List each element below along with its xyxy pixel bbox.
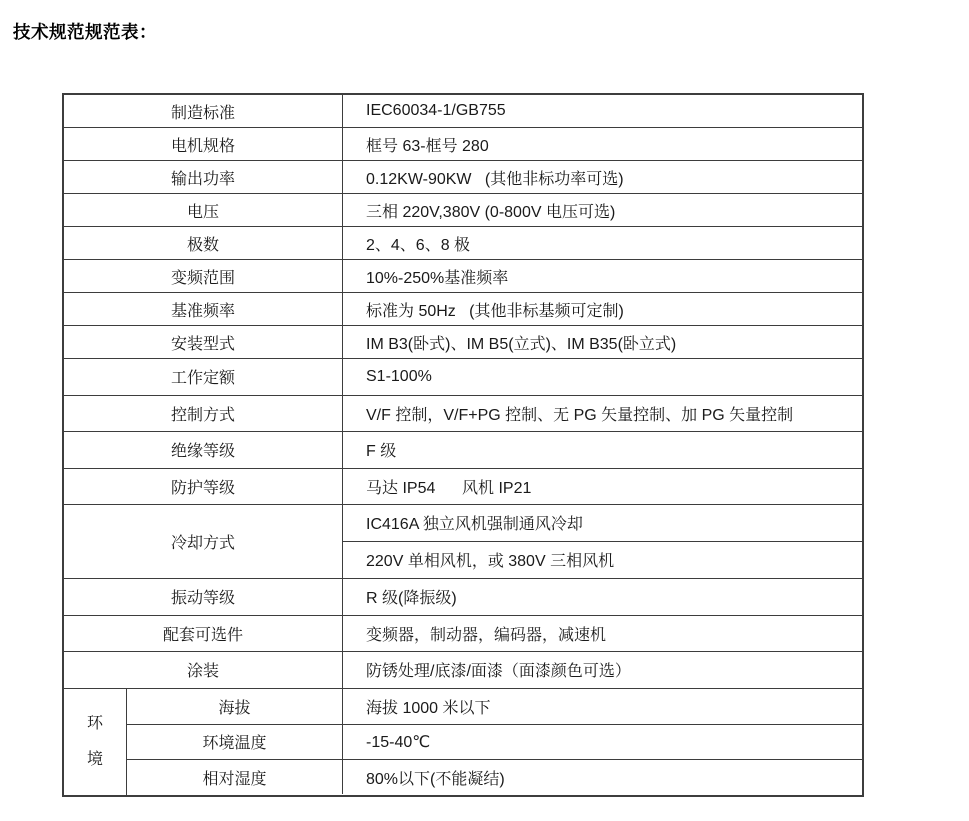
row-label: 涂装	[64, 652, 343, 688]
row-value: 80%以下(不能凝结)	[366, 770, 505, 788]
page-title: 技术规范规范表：	[13, 22, 157, 42]
table-row	[64, 359, 862, 396]
table-row	[64, 396, 862, 433]
row-value: 海拔 1000 米以下	[366, 699, 491, 717]
row-value: V/F 控制，V/F+PG 控制、无 PG 矢量控制、加 PG 矢量控制	[366, 406, 794, 424]
row-label: 环境温度	[127, 725, 343, 759]
row-label: 变频范围	[64, 260, 343, 292]
row-value: S1-100%	[366, 367, 432, 385]
row-value: IM B3(卧式)、IM B5(立式)、IM B35(卧立式)	[366, 335, 677, 353]
table-row-environment	[64, 689, 862, 795]
row-label: 输出功率	[64, 161, 343, 193]
row-label: 相对湿度	[127, 760, 343, 794]
environment-group-label	[64, 689, 127, 795]
row-value: 框号 63-框号 280	[366, 137, 489, 155]
row-label: 制造标准	[64, 95, 343, 127]
row-value: 防锈处理/底漆/面漆（面漆颜色可选）	[366, 663, 631, 681]
table-row	[64, 260, 862, 293]
table-row	[64, 293, 862, 326]
table-row	[64, 616, 862, 653]
row-label: 海拔	[127, 689, 343, 724]
table-row	[64, 194, 862, 227]
row-label: 冷却方式	[64, 505, 343, 578]
row-label: 工作定额	[64, 359, 343, 395]
row-value: IEC60034-1/GB755	[366, 102, 506, 119]
row-value: 变频器，制动器，编码器，减速机	[366, 626, 607, 644]
row-label: 安装型式	[64, 326, 343, 358]
row-label: 振动等级	[64, 579, 343, 615]
row-value: 220V 单相风机，或 380V 三相风机	[366, 553, 615, 571]
row-value: F 级	[366, 443, 397, 461]
table-row	[64, 432, 862, 469]
environment-rows	[127, 689, 862, 795]
table-row	[127, 689, 862, 724]
row-value: IC416A 独立风机强制通风冷却	[343, 505, 862, 542]
table-row	[64, 652, 862, 689]
table-row	[64, 326, 862, 359]
row-value: 0.12KW-90KW (其他非标功率可选)	[366, 170, 624, 188]
row-value: R 级(降振级)	[366, 590, 457, 608]
cooling-value-stack	[343, 505, 862, 578]
row-label: 基准频率	[64, 293, 343, 325]
table-row	[127, 724, 862, 759]
row-label: 极数	[64, 227, 343, 259]
table-row	[64, 227, 862, 260]
row-value: 马达 IP54 风机 IP21	[366, 479, 532, 497]
table-row	[64, 161, 862, 194]
row-label: 配套可选件	[64, 616, 343, 652]
table-row	[127, 759, 862, 794]
row-label: 控制方式	[64, 396, 343, 432]
row-value: -15-40℃	[366, 733, 431, 751]
row-label: 防护等级	[64, 469, 343, 505]
row-value: 10%-250%基准频率	[366, 269, 509, 287]
table-row	[64, 469, 862, 506]
row-label: 绝缘等级	[64, 432, 343, 468]
row-value: 三相 220V,380V (0-800V 电压可选)	[366, 203, 616, 221]
table-row	[64, 95, 862, 128]
environment-group-label-text: 环境	[86, 714, 103, 768]
table-row-cooling	[64, 505, 862, 579]
spec-table	[62, 93, 864, 797]
row-value: 标准为 50Hz (其他非标基频可定制)	[366, 302, 624, 320]
table-row	[64, 128, 862, 161]
row-label: 电机规格	[64, 128, 343, 160]
table-row	[64, 579, 862, 616]
row-value: 2、4、6、8 极	[366, 236, 471, 254]
row-label: 电压	[64, 194, 343, 226]
